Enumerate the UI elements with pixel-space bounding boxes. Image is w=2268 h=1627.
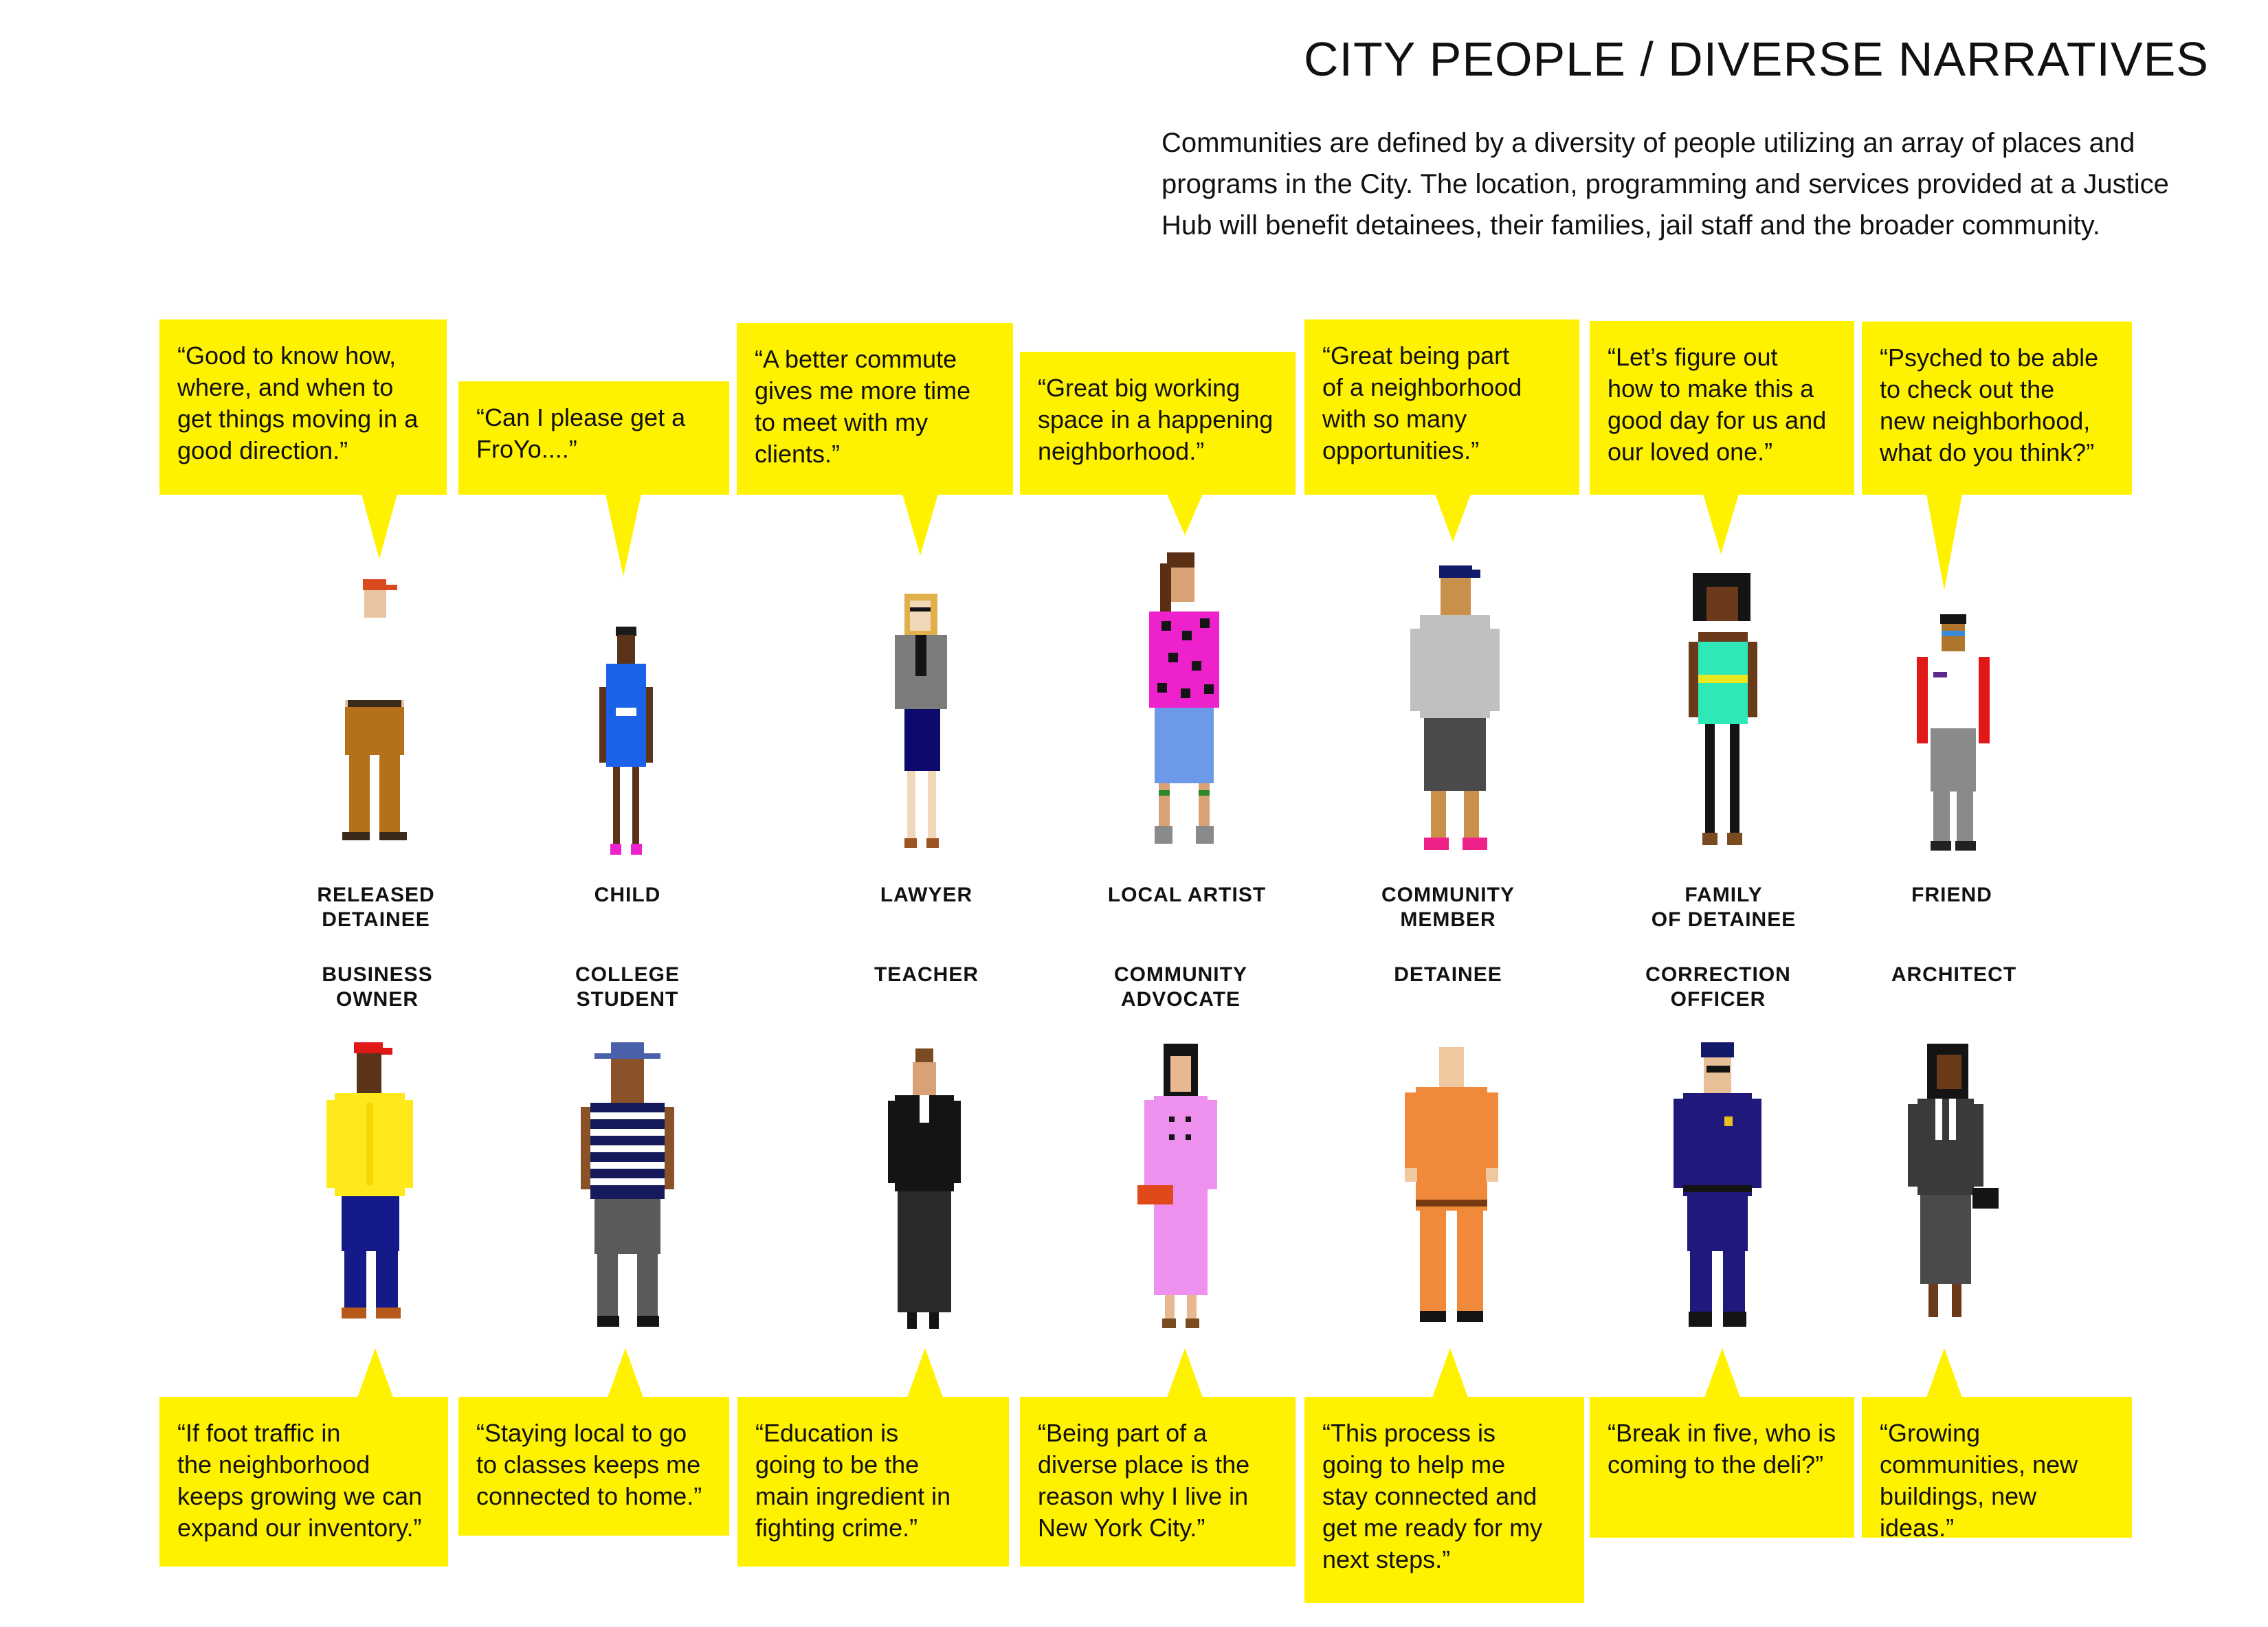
bubble-tail (1435, 494, 1471, 542)
quote-teacher: “Education is going to be the main ingredient in fighting crime.” (755, 1419, 951, 1542)
figure-released-detainee (316, 574, 426, 849)
speech-bubble-college-student (458, 1397, 729, 1536)
quote-community-member: “Great being part of a neighborhood with so many opportunities.” (1322, 341, 1522, 464)
bubble-tail (902, 494, 938, 556)
bubble-tail (1704, 1348, 1740, 1398)
figure-lawyer (880, 591, 962, 852)
quote-community-advocate: “Being part of a diverse place is the reason why I live in New York City.” (1038, 1419, 1250, 1542)
speech-bubble-detainee (1304, 1397, 1584, 1603)
figure-child (592, 625, 661, 859)
figure-college-student (581, 1041, 677, 1336)
label-community-member: COMMUNITY MEMBER (1381, 884, 1515, 931)
label-college-student: COLLEGE STUDENT (575, 963, 680, 1011)
speech-bubble-business-owner (159, 1397, 448, 1567)
quote-college-student: “Staying local to go to classes keeps me connected to home.” (476, 1419, 702, 1510)
bubble-tail (1167, 1348, 1203, 1398)
page-title: CITY PEOPLE / DIVERSE NARRATIVES (1304, 32, 2209, 86)
label-teacher: TEACHER (874, 963, 979, 986)
speech-bubble-community-advocate (1020, 1397, 1296, 1567)
quote-local-artist: “Great big working space in a happening neighborhood.” (1038, 374, 1274, 465)
bubble-tail (608, 1348, 643, 1398)
speech-bubble-local-artist (1020, 352, 1296, 495)
figure-teacher (887, 1044, 962, 1340)
figure-architect (1904, 1041, 2000, 1329)
speech-bubble-architect (1862, 1397, 2132, 1542)
speech-bubble-friend (1862, 322, 2132, 495)
bubble-tail (362, 494, 397, 559)
intro-paragraph: Communities are defined by a diversity of people utilizing an array of places and programs in the City. The location, programming and services provided at a Justice Hub will benefit detainees, their families, jail staff and the broader community. (1161, 128, 2169, 240)
bubble-tail (1167, 494, 1203, 535)
quote-lawyer: “A better commute gives me more time to meet with my clients.” (755, 345, 971, 468)
figure-detainee (1402, 1044, 1498, 1333)
speech-bubble-child (458, 381, 729, 495)
speech-bubble-correction-officer (1590, 1397, 1854, 1538)
bubble-tail (907, 1348, 943, 1398)
quote-correction-officer: “Break in five, who is coming to the deli?” (1608, 1419, 1836, 1479)
bubble-tail (357, 1348, 393, 1398)
label-friend: FRIEND (1911, 884, 1992, 906)
quote-family-of-detainee: “Let’s figure out how to make this a good day for us and our loved one.” (1608, 343, 1827, 466)
figure-friend (1914, 611, 1997, 859)
quote-architect: “Growing communities, new buildings, new ideas.” (1880, 1419, 2078, 1542)
label-correction-officer: CORRECTION OFFICER (1645, 963, 1791, 1011)
quote-detainee: “This process is going to help me stay connected and get me ready for my next steps.” (1322, 1419, 1543, 1573)
bubble-tail (1432, 1348, 1468, 1398)
figure-correction-officer (1674, 1041, 1763, 1336)
bubble-tail (605, 494, 641, 576)
figure-business-owner (326, 1041, 416, 1329)
figure-local-artist (1141, 550, 1223, 852)
bubble-tail (1926, 494, 1962, 590)
bubble-tail (1926, 1348, 1962, 1398)
label-family-of-detainee: FAMILY OF DETAINEE (1651, 884, 1797, 931)
label-child: CHILD (594, 884, 661, 906)
label-community-advocate: COMMUNITY ADVOCATE (1114, 963, 1247, 1011)
quote-child: “Can I please get a FroYo....” (476, 403, 686, 463)
label-architect: ARCHITECT (1891, 963, 2017, 986)
speech-bubble-released-detainee (159, 319, 447, 495)
speech-bubble-lawyer (737, 323, 1013, 495)
speech-bubble-teacher (737, 1397, 1009, 1567)
quote-friend: “Psyched to be able to check out the new neighborhood, what do you think?” (1880, 344, 2099, 467)
figure-community-member (1409, 560, 1498, 855)
figure-family-of-detainee (1680, 570, 1763, 859)
quote-business-owner: “If foot traffic in the neighborhood keeps growing we can expand our inventory.” (177, 1419, 423, 1542)
label-lawyer: LAWYER (880, 884, 973, 906)
speech-bubble-community-member (1304, 319, 1579, 495)
speech-bubble-family-of-detainee (1590, 321, 1854, 495)
bubble-tail (1703, 494, 1739, 554)
quote-released-detainee: “Good to know how, where, and when to get things moving in a good direction.” (177, 341, 419, 464)
label-business-owner: BUSINESS OWNER (322, 963, 433, 1011)
label-released-detainee: RELEASED DETAINEE (317, 884, 435, 931)
label-detainee: DETAINEE (1394, 963, 1502, 986)
label-local-artist: LOCAL ARTIST (1107, 884, 1267, 906)
figure-community-advocate (1137, 1041, 1227, 1336)
